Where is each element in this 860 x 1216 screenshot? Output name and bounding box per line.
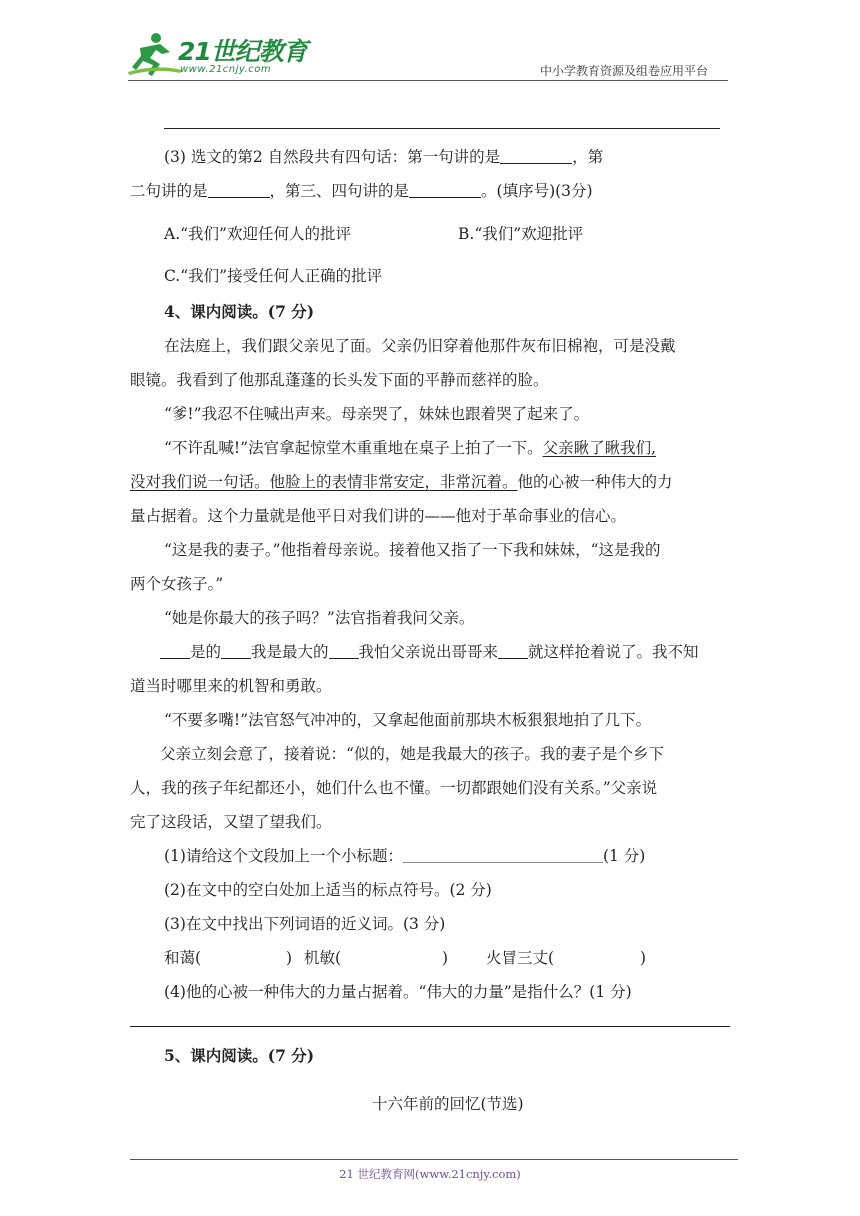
q4-sub1-score: (1 分) — [602, 847, 646, 865]
q4-p6-line2: 道当时哪里来的机智和勇敢。 — [130, 677, 332, 695]
q3-line1-text: (3) 选文的第2 自然段共有四句话：第一句讲的是 — [164, 148, 501, 166]
q4-p1-line2: 眼镜。我看到了他那乱蓬蓬的长头发下面的平静而慈祥的脸。 — [130, 371, 549, 389]
q3-line2-mid: ，第三、四句讲的是 — [269, 182, 410, 200]
q4-p3-underlined-1: 父亲瞅了瞅我们, — [542, 439, 657, 457]
q4-p6-seg4: 就这样抢着说了。我不知 — [528, 643, 699, 661]
q5-heading: 5、课内阅读。(7 分) — [164, 1046, 315, 1065]
q3-line1 — [164, 147, 603, 167]
q3-option-a: A.“我们”欢迎任何人的批评 — [164, 225, 351, 243]
q4-p3-text-2: 他的心被一种伟大的力 — [517, 473, 673, 491]
q4-heading: 4、课内阅读。(7 分) — [164, 302, 315, 321]
q3-blank-3[interactable] — [409, 182, 481, 198]
q4-p6-seg3: 我怕父亲说出哥哥来 — [358, 643, 499, 661]
synonym-word-1: 和蔼( — [164, 949, 202, 967]
footer-text: 21 世纪教育网(www.21cnjy.com) — [339, 1167, 521, 1181]
q5-passage-title: 十六年前的回忆(节选) — [372, 1095, 524, 1113]
q4-p3-line2 — [130, 472, 673, 492]
q4-p8-line3: 完了这段话，又望了望我们。 — [130, 813, 332, 831]
q3-line2 — [130, 181, 593, 201]
synonym-word-3: 火冒三丈( — [486, 949, 555, 967]
punct-blank-1[interactable] — [160, 643, 190, 659]
q4-p8-line2: 人，我的孩子年纪都还小，她们什么也不懂。一切都跟她们没有关系。”父亲说 — [130, 779, 658, 797]
q4-sub4: (4)他的心被一种伟大的力量占据着。“伟大的力量”是指什么？(1 分) — [164, 983, 632, 1001]
title-answer-blank[interactable] — [403, 847, 603, 863]
q3-blank-1[interactable] — [500, 148, 572, 164]
q4-p1-line1: 在法庭上，我们跟父亲见了面。父亲仍旧穿着他那件灰布旧棉袍，可是没戴 — [164, 337, 676, 355]
q3-blank-2[interactable] — [208, 182, 270, 198]
q3-line2-tail: 。(填序号)(3分) — [481, 182, 593, 200]
q4-p8-line1: 父亲立刻会意了，接着说：“似的，她是我最大的孩子。我的妻子是个乡下 — [160, 745, 664, 763]
punct-blank-2[interactable] — [221, 643, 251, 659]
synonym-word-3-close: ) — [640, 949, 647, 967]
q4-p6-line1 — [160, 642, 699, 662]
synonym-word-1-close: ) — [286, 949, 293, 967]
q3-line1-tail: ，第 — [572, 148, 604, 166]
q3-option-c: C.“我们”接受任何人正确的批评 — [164, 267, 383, 285]
q4-sub1-text: (1)请给这个文段加上一个小标题： — [164, 847, 403, 865]
footer-divider — [130, 1159, 738, 1160]
header-platform-text: 中小学教育资源及组卷应用平台 — [540, 64, 709, 78]
q4-p5-line1: “她是你最大的孩子吗？”法官指着我问父亲。 — [164, 609, 475, 627]
q4-p2-line1: “爹!”我忍不住喊出声来。母亲哭了，妹妹也跟着哭了起来了。 — [164, 405, 590, 423]
q4-sub1 — [164, 846, 645, 866]
q4-p3-text: “不许乱喊!”法官拿起惊堂木重重地在桌子上拍了一下。 — [164, 439, 543, 457]
q3-option-b: B.“我们”欢迎批评 — [458, 225, 584, 243]
synonym-word-2-close: ) — [442, 949, 449, 967]
answer-line-q4 — [130, 1026, 730, 1027]
q4-p6-seg2: 我是最大的 — [251, 643, 329, 661]
q4-p3-underlined-2: 没对我们说一句话。他脸上的表情非常安定，非常沉着。 — [130, 473, 518, 491]
header-divider — [128, 80, 728, 81]
punct-blank-3[interactable] — [329, 643, 359, 659]
q4-p3-line1 — [164, 438, 656, 458]
q3-line2-text: 二句讲的是 — [130, 182, 208, 200]
punct-blank-4[interactable] — [498, 643, 528, 659]
q4-p4-line1: “这是我的妻子。”他指着母亲说。接着他又指了一下我和妹妹，“这是我的 — [164, 541, 661, 559]
q4-p4-line2: 两个女孩子。” — [130, 575, 224, 593]
q4-p7-line1: “不要多嘴!”法官怒气冲冲的，又拿起他面前那块木板狠狠地拍了几下。 — [164, 711, 652, 729]
logo-url: www.21cnjy.com — [180, 64, 272, 75]
answer-line — [164, 128, 720, 129]
q4-sub3: (3)在文中找出下列词语的近义词。(3 分) — [164, 915, 446, 933]
q4-p3-line3: 量占据着。这个力量就是他平日对我们讲的——他对于革命事业的信心。 — [130, 507, 627, 525]
q4-sub2: (2)在文中的空白处加上适当的标点符号。(2 分) — [164, 881, 492, 899]
logo-text: 21世纪教育 — [178, 37, 307, 66]
q4-p6-seg1: 是的 — [190, 643, 222, 661]
synonym-word-2: 机敏( — [304, 949, 342, 967]
